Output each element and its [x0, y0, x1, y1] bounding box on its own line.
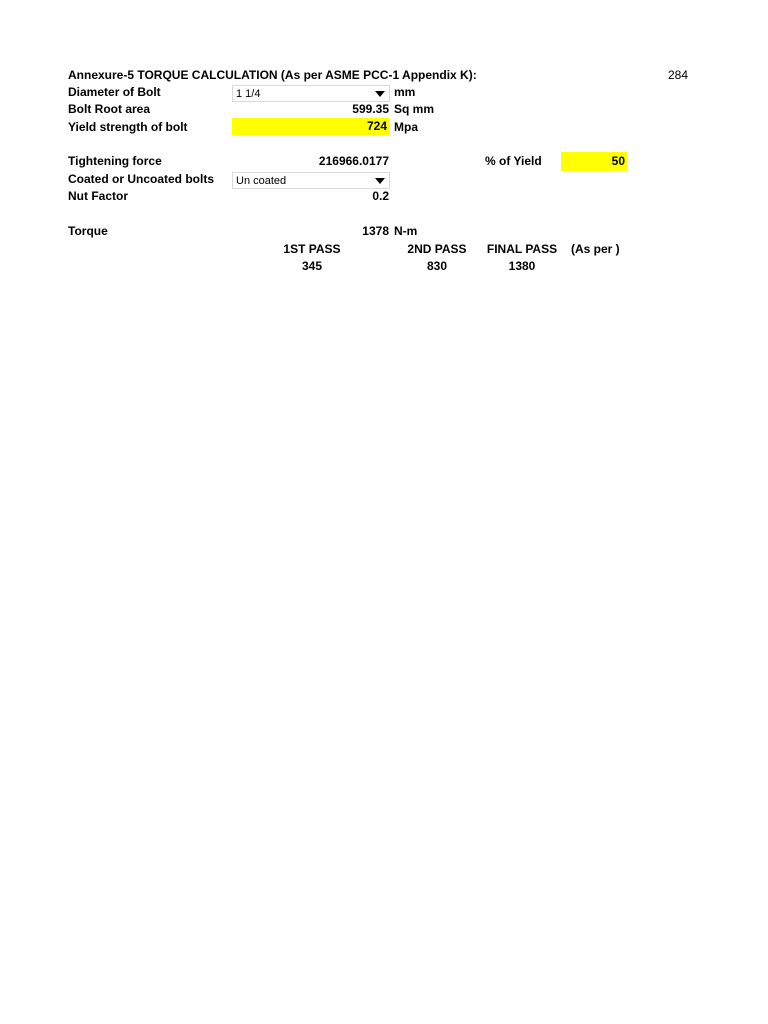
- diameter-label: Diameter of Bolt: [68, 85, 161, 99]
- tightening-force-value: 216966.0177: [318, 154, 389, 168]
- diameter-unit: mm: [394, 85, 416, 99]
- nut-factor-label: Nut Factor: [68, 189, 128, 203]
- yield-strength-label: Yield strength of bolt: [68, 120, 188, 134]
- sheet-title: Annexure-5 TORQUE CALCULATION (As per ASME PCC-1 Appendix K):: [68, 68, 477, 82]
- torque-unit: N-m: [394, 224, 418, 238]
- percent-yield-input[interactable]: 50: [561, 152, 627, 171]
- coating-value: Un coated: [236, 175, 287, 187]
- chevron-down-icon[interactable]: [371, 86, 389, 101]
- pass-value-1: 345: [301, 259, 323, 273]
- root-area-value: 599.35: [352, 102, 389, 116]
- pass-header-note: (As per ): [571, 242, 620, 256]
- pass-header-1: 1ST PASS: [283, 242, 341, 256]
- torque-label: Torque: [68, 224, 108, 238]
- percent-yield-label: % of Yield: [485, 154, 542, 168]
- yield-strength-unit: Mpa: [394, 120, 418, 134]
- tightening-force-label: Tightening force: [68, 154, 162, 168]
- nut-factor-value: 0.2: [372, 189, 389, 203]
- diameter-value: 1 1/4: [236, 88, 261, 100]
- pass-header-final: FINAL PASS: [486, 242, 558, 256]
- pass-value-2: 830: [426, 259, 448, 273]
- pass-value-final: 1380: [508, 259, 536, 273]
- diameter-dropdown[interactable]: [232, 85, 390, 102]
- reference-number: 284: [668, 68, 689, 82]
- coating-label: Coated or Uncoated bolts: [68, 172, 215, 186]
- torque-value: 1378: [362, 224, 389, 238]
- root-area-unit: Sq mm: [394, 102, 435, 116]
- pass-header-2: 2ND PASS: [407, 242, 467, 256]
- yield-strength-input[interactable]: 724: [232, 118, 389, 135]
- chevron-down-icon[interactable]: [371, 173, 389, 188]
- root-area-label: Bolt Root area: [68, 102, 151, 116]
- coating-dropdown[interactable]: [232, 172, 390, 189]
